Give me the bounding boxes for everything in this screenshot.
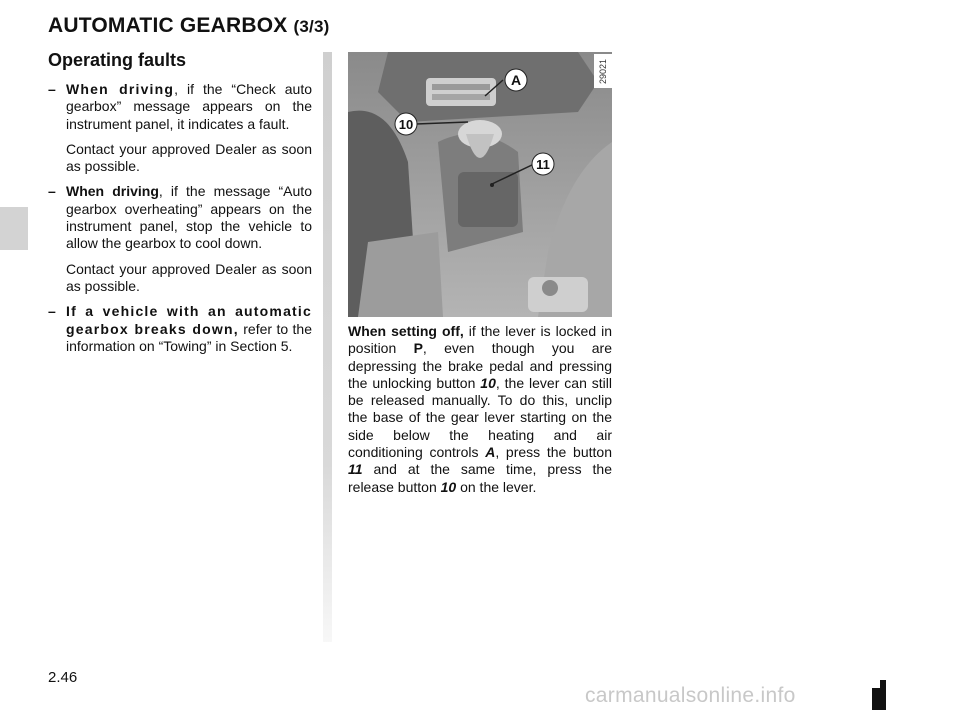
para-text: if the lever is locked in position [348,323,612,357]
para-text: and at the same time, press the release button [348,461,612,495]
para-text: , the lever can still be released manually. To do this, unclip the base of the gear lever starting on the side below the heating and air conditioning controls [348,374,612,461]
ref-10: 10 [480,374,496,391]
list-dash: – [48,81,56,97]
section-tab-marker [0,207,28,250]
para-text: on the lever. [456,478,537,495]
item-text: , if the message “Auto gearbox overheating” appears on the instrument panel, stop the vehicle to allow the gearbox to cool down. [66,183,312,252]
position-p: P [413,340,423,357]
callout-a: A [510,72,522,88]
figure-code: 29021 [594,54,612,88]
right-column [348,323,612,496]
item-paragraph-2: Contact your approved Dealer as soon as possible. [66,140,312,175]
gear-lever-photo [348,52,612,317]
column-divider [323,52,332,642]
left-column [48,50,312,363]
page-title [48,14,329,38]
page-number: 2.46 [48,669,78,686]
list-dash: – [48,183,56,200]
callout-11: 11 [536,157,550,172]
para-lead: When setting off, [348,323,464,339]
list-item-gearbox-overheating [48,183,312,295]
list-item-breakdown [48,303,312,355]
item-text: refer to the information on “Towing” in Section 5. [66,320,312,354]
ref-a: A [485,444,496,461]
para-text: , even though you are depressing the brake pedal and pressing the unlocking button [348,340,612,391]
page-title-suffix: (3/3) [293,17,330,36]
gear-lever-illustration [348,52,612,317]
item-lead: When driving [66,81,175,97]
ref-10-release: 10 [440,478,457,495]
para-text: , press the button [495,444,612,461]
item-paragraph [66,303,312,355]
corner-mark-top [880,680,886,690]
corner-mark [872,688,886,710]
ref-11: 11 [348,461,363,478]
list-item-check-auto-gearbox [48,81,312,175]
setting-off-paragraph [348,323,612,496]
item-lead: When driving [66,183,159,200]
section-title: Operating faults [48,50,187,70]
item-paragraph [66,183,312,252]
item-paragraph [66,81,312,133]
item-text: , if the “Check auto gearbox” message appears on the instrument panel, it indicates a fault. [66,81,312,132]
watermark: carmanualsonline.info [585,684,796,707]
item-paragraph-2: Contact your approved Dealer as soon as possible. [66,260,312,294]
item-lead: If a vehicle with an automatic gearbox breaks down, [66,303,312,337]
list-dash: – [48,303,56,320]
callout-10: 10 [398,117,414,132]
page-title-main: AUTOMATIC GEARBOX [48,14,288,37]
